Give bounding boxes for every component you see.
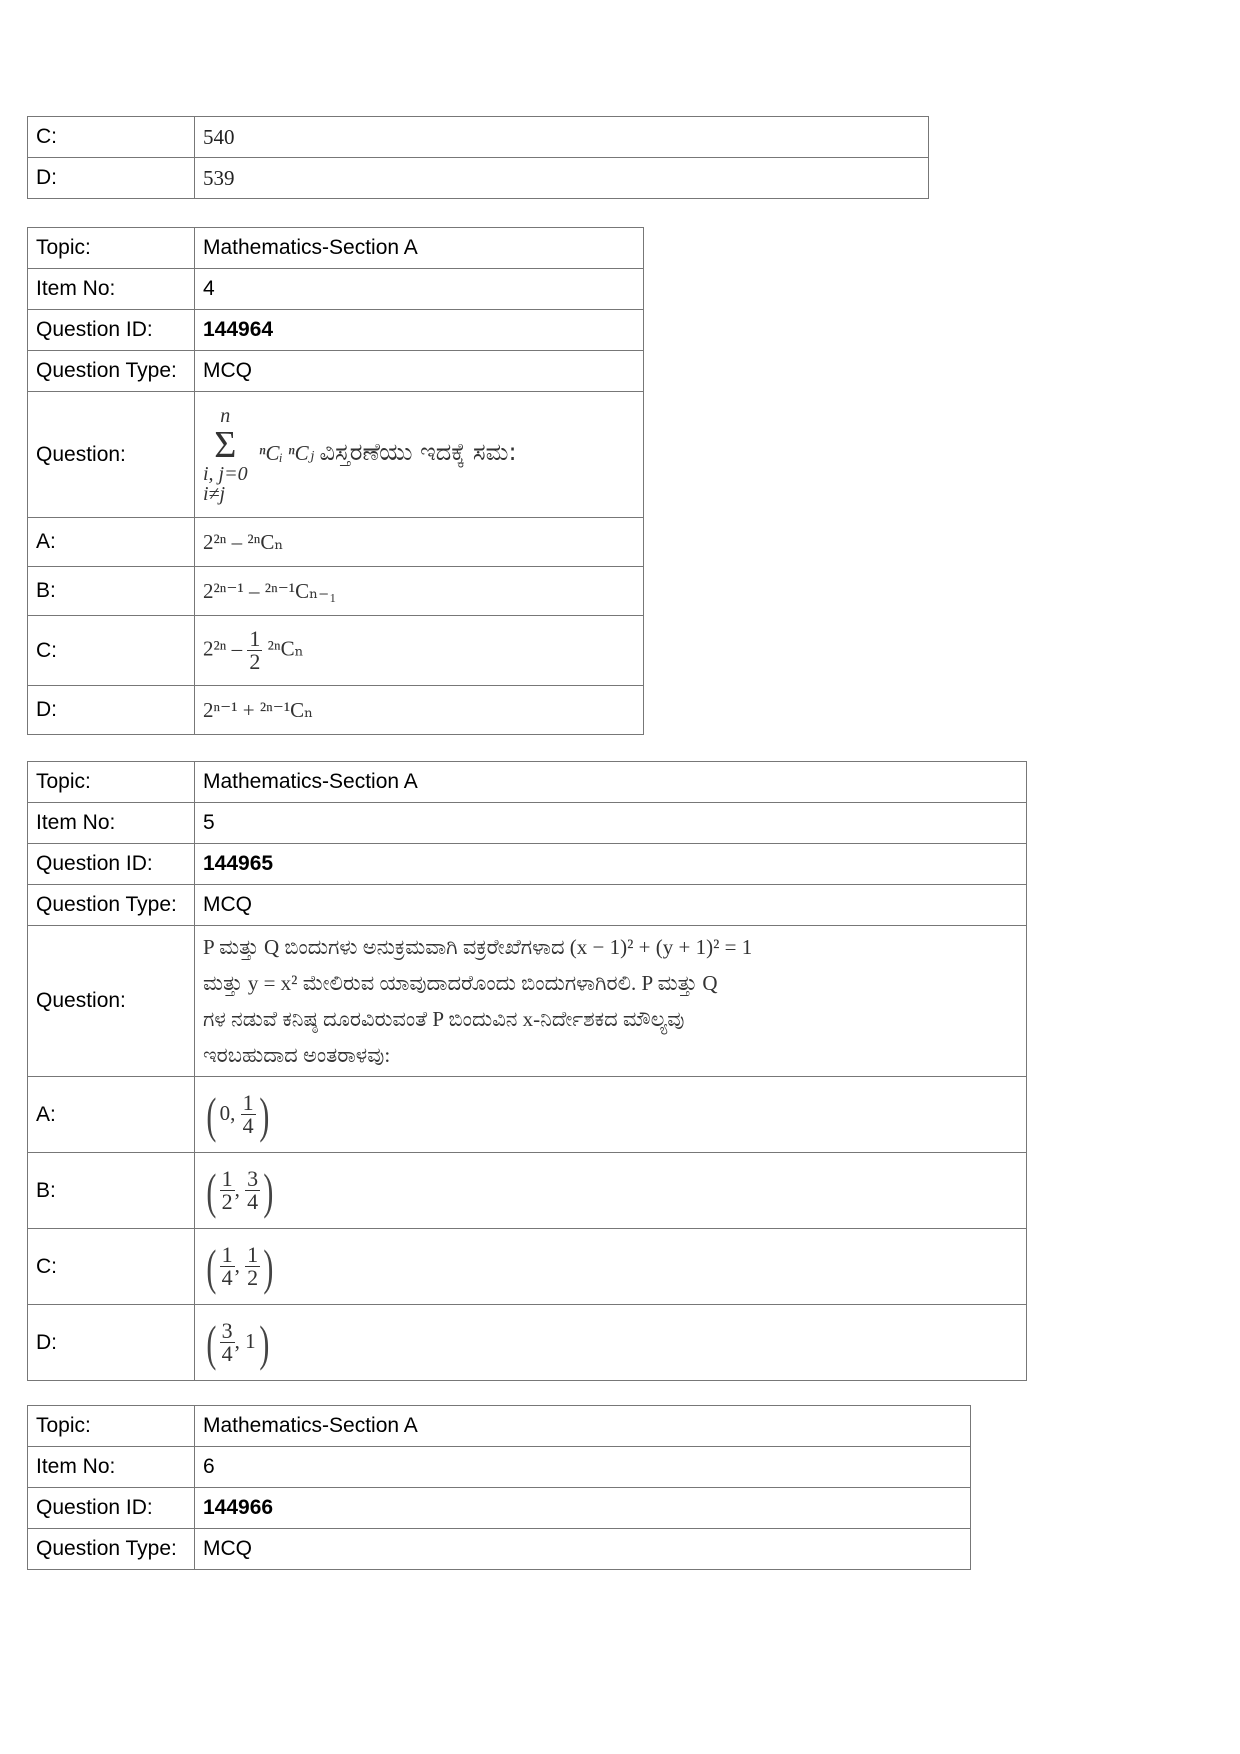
item-no-label: Item No: — [28, 803, 195, 844]
topic-label: Topic: — [28, 762, 195, 803]
option-a-label: A: — [28, 1077, 195, 1153]
question-5-table — [27, 761, 1027, 1381]
table-row — [28, 844, 1027, 885]
question-line: P ಮತ್ತು Q ಬಿಂದುಗಳು ಅನುಕ್ರಮವಾಗಿ ವಕ್ರರೇಖೆಗಳಾದ (x − 1)² + (y + 1)² = 1 — [203, 935, 753, 959]
fraction: $\frac{3}{4}$ — [221, 1318, 233, 1366]
table-row — [28, 228, 644, 269]
item-no-label: Item No: — [28, 1447, 195, 1488]
table-row — [28, 1529, 971, 1570]
question-6-table — [27, 1405, 971, 1570]
fraction: $\frac{1}{2}$ — [249, 626, 261, 674]
option-a-label: A: — [28, 518, 195, 567]
table-row — [28, 1153, 1027, 1229]
question-id-label: Question ID: — [28, 310, 195, 351]
table-row — [28, 117, 929, 158]
table-row — [28, 158, 929, 199]
option-d-value: ( $\frac{3}{4}$ , 1) — [195, 1305, 1027, 1381]
option-b-value: ( $\frac{1}{2}$ , $\frac{3}{4}$ ) — [195, 1153, 1027, 1229]
topic-label: Topic: — [28, 228, 195, 269]
option-b-label: B: — [28, 567, 195, 616]
table-row — [28, 567, 644, 616]
fraction: $\frac{1}{2}$ — [221, 1166, 233, 1214]
table-row — [28, 518, 644, 567]
question-id-value: 144965 — [195, 844, 1027, 885]
table-row — [28, 1077, 1027, 1153]
option-c-value: ( $\frac{1}{4}$ , $\frac{1}{2}$ ) — [195, 1229, 1027, 1305]
question-id-value: 144964 — [195, 310, 644, 351]
table-row — [28, 269, 644, 310]
option-b-value: 2²ⁿ⁻¹ – ²ⁿ⁻¹Cₙ₋₁ — [195, 567, 644, 616]
option-b-label: B: — [28, 1153, 195, 1229]
question-type-label: Question Type: — [28, 351, 195, 392]
table-row — [28, 686, 644, 735]
summation: n Σ i, j=0 i≠j — [203, 404, 248, 505]
item-no-value: 4 — [195, 269, 644, 310]
question-id-label: Question ID: — [28, 1488, 195, 1529]
option-c-value: 540 — [195, 117, 929, 158]
question-text — [195, 392, 644, 518]
question-id-label: Question ID: — [28, 844, 195, 885]
option-a-value: 2²ⁿ – ²ⁿCₙ — [195, 518, 644, 567]
table-row — [28, 1488, 971, 1529]
fraction: $\frac{3}{4}$ — [247, 1166, 259, 1214]
table-row — [28, 885, 1027, 926]
topic-value: Mathematics-Section A — [195, 228, 644, 269]
question-label: Question: — [28, 392, 195, 518]
question-type-value: MCQ — [195, 351, 644, 392]
option-d-value: 2ⁿ⁻¹ + ²ⁿ⁻¹Cₙ — [195, 686, 644, 735]
table-row — [28, 1447, 971, 1488]
table-row — [28, 1229, 1027, 1305]
question-label: Question: — [28, 926, 195, 1077]
table-row — [28, 803, 1027, 844]
table-row — [28, 1406, 971, 1447]
question-4-table — [27, 227, 644, 735]
option-c-label: C: — [28, 117, 195, 158]
question-line: ಇರಬಹುದಾದ ಅಂತರಾಳವು: — [203, 1043, 391, 1067]
item-no-value: 6 — [195, 1447, 971, 1488]
fraction: $\frac{1}{2}$ — [247, 1242, 259, 1290]
topic-value: Mathematics-Section A — [195, 762, 1027, 803]
table-row — [28, 392, 644, 518]
question-line: ಗಳ ನಡುವೆ ಕನಿಷ್ಠ ದೂರವಿರುವಂತೆ P ಬಿಂದುವಿನ x-ನಿರ್ದೇಶಕದ ಮೌಲ್ಯವು — [203, 1007, 685, 1031]
item-no-label: Item No: — [28, 269, 195, 310]
topic-value: Mathematics-Section A — [195, 1406, 971, 1447]
option-c-label: C: — [28, 616, 195, 686]
question-text — [195, 926, 1027, 1077]
question-line: ಮತ್ತು y = x² ಮೇಲಿರುವ ಯಾವುದಾದರೊಂದು ಬಿಂದುಗಳಾಗಿರಲಿ. P ಮತ್ತು Q — [203, 971, 718, 995]
question-kannada-text: ವಿಸ್ತರಣೆಯು ಇದಕ್ಕೆ ಸಮ: — [319, 437, 517, 466]
option-c-value: 2²ⁿ – $\frac{1}{2}$ ²ⁿCₙ — [195, 616, 644, 686]
table-row — [28, 762, 1027, 803]
option-a-value: ( 0, $\frac{1}{4}$ ) — [195, 1077, 1027, 1153]
option-c-label: C: — [28, 1229, 195, 1305]
question-type-value: MCQ — [195, 1529, 971, 1570]
table-row — [28, 1305, 1027, 1381]
item-no-value: 5 — [195, 803, 1027, 844]
table-row — [28, 616, 644, 686]
option-d-label: D: — [28, 158, 195, 199]
question-type-label: Question Type: — [28, 1529, 195, 1570]
question-type-value: MCQ — [195, 885, 1027, 926]
topic-label: Topic: — [28, 1406, 195, 1447]
combination-term: ⁿCᵢ ⁿCⱼ — [258, 440, 315, 465]
fraction: $\frac{1}{4}$ — [221, 1242, 233, 1290]
question-type-label: Question Type: — [28, 885, 195, 926]
fraction: $\frac{1}{4}$ — [242, 1090, 254, 1138]
question-id-value: 144966 — [195, 1488, 971, 1529]
option-d-label: D: — [28, 686, 195, 735]
option-d-value: 539 — [195, 158, 929, 199]
table-row — [28, 926, 1027, 1077]
table-row — [28, 351, 644, 392]
table-row — [28, 310, 644, 351]
options-continuation-table — [27, 116, 929, 199]
option-d-label: D: — [28, 1305, 195, 1381]
